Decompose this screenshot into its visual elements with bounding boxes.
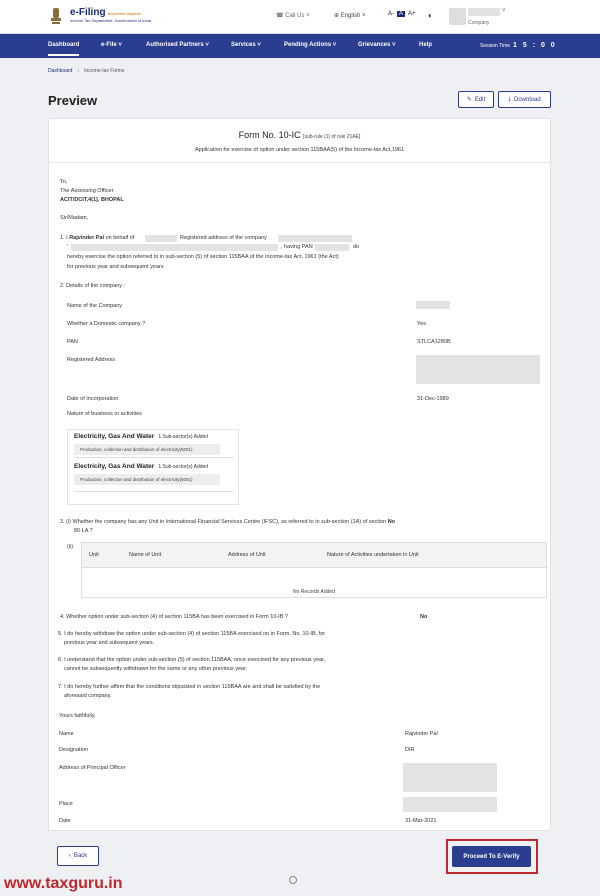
breadcrumb-current: Income-tax Forms	[84, 68, 125, 74]
para-3-ii: (ii)	[67, 544, 74, 550]
national-emblem-icon	[48, 6, 64, 26]
office-label: ACIT/DCIT,4(1), BHOPAL	[60, 197, 124, 203]
watermark: www.taxguru.in	[4, 875, 123, 892]
para-2: 2. Details of the company :	[60, 283, 126, 289]
para-4-value: No	[420, 614, 428, 620]
para-1-do: do	[353, 244, 360, 250]
domestic-value: Yes	[417, 321, 426, 327]
para-3-line-1: 3. (i) Whether the company has any Unit in International Financial Services Centre (IFSC), as referred to in sub-section (1A) of section No	[60, 519, 396, 525]
redacted-pan	[315, 244, 349, 251]
nature-label: Nature of business or activities	[67, 411, 142, 417]
signatory-name-value: Rajvinder Pal	[405, 731, 438, 737]
session-timer: Session Time 1 5 : 0 0	[480, 42, 557, 49]
globe-icon: ⊕	[334, 13, 341, 19]
business-subsector: Production, collection and distribution of electricity(5001)	[74, 474, 220, 485]
para-5-line-2: previous year and subsequent years.	[64, 640, 155, 646]
nav-grievances[interactable]: Grievances ˅	[358, 42, 396, 48]
efiling-logo[interactable]	[48, 6, 158, 26]
user-name-redacted	[468, 8, 500, 16]
doi-value: 31-Dec-1989	[417, 396, 449, 402]
download-icon: ⤓	[508, 96, 511, 102]
salutation: Sir/Madam,	[60, 215, 89, 221]
logo-subtitle: Income Tax Department, Government of India	[70, 18, 151, 23]
avatar[interactable]	[449, 8, 466, 25]
nav-help[interactable]: Help	[419, 42, 433, 48]
nav-services[interactable]: Services ˅	[231, 42, 261, 48]
redacted-address	[278, 235, 352, 242]
chevron-down-icon: ˅	[360, 13, 366, 19]
page-title: Preview	[48, 93, 98, 108]
designation-label: Designation	[59, 747, 89, 753]
form-description: Application for exercise of option under section 115BAA(5) of the Income-tax Act,1961	[194, 147, 405, 153]
date-value: 31-Mar-2021	[405, 818, 437, 824]
yours-faithfully: Yours faithfully,	[59, 713, 96, 719]
contrast-toggle-icon[interactable]: ◐	[428, 11, 433, 20]
chevron-right-icon: ›	[77, 68, 80, 74]
redacted-company-name-value	[416, 301, 450, 309]
pan-value: STLCA1280B	[417, 339, 451, 345]
redacted-reg-address-value	[416, 355, 540, 384]
back-button[interactable]: ‹ Back	[57, 846, 99, 866]
para-7-line-1: 7. I do hereby further affirm that the conditions stipulated in section 115BAA are and shall be satisfied by the	[58, 684, 321, 690]
chevron-left-icon: ‹	[68, 853, 71, 859]
para-1-line-1: 1. I Rajvinder Pal on behalf of	[60, 235, 135, 241]
scroll-indicator-icon	[289, 876, 297, 884]
domestic-label: Whether a Domestic company ?	[67, 321, 146, 327]
para-3-line-2: 80 LA ?	[74, 528, 93, 534]
edit-button[interactable]: ✎ Edit	[458, 91, 494, 108]
redacted-company-name	[145, 235, 177, 242]
pan-label: PAN	[67, 339, 78, 345]
business-item: Electricity, Gas And Water 1 Sub-sector(s) Added	[74, 463, 209, 470]
business-subsector: Production, collection and distribution of electricity(5001)	[74, 444, 220, 455]
para-1-line-4: for previous year and subsequent years	[67, 264, 164, 270]
form-preview-card	[48, 118, 551, 831]
nav-pending-actions[interactable]: Pending Actions ˅	[284, 42, 337, 48]
nav-authorised-partners[interactable]: Authorised Partners ˅	[146, 42, 209, 48]
officer-label: The Assessing Officer	[60, 188, 114, 194]
redacted-place	[403, 797, 497, 812]
redacted-principal-address	[403, 763, 497, 792]
breadcrumb-dashboard[interactable]: Dashboard	[48, 68, 73, 74]
to-label: To,	[60, 179, 68, 185]
no-records-message: No Records Added	[293, 589, 335, 595]
divider	[74, 491, 234, 492]
para-1-reg-address: Registered address of the company	[180, 235, 267, 241]
font-increase-button[interactable]: A+	[408, 11, 416, 17]
chevron-down-icon[interactable]: ˅	[502, 8, 506, 14]
download-button[interactable]: ⤓ Download	[498, 91, 551, 108]
form-title: Form No. 10-IC [sub-rule (1) of rule 21AE]	[238, 130, 361, 140]
para-1-line-3: hereby exercise the option referred to in sub-section (5) of section 115BAA of the Income-tax Act, 1961 (the Act)	[67, 254, 339, 260]
top-header	[0, 0, 600, 34]
col-unit-name: Name of Unit	[129, 552, 162, 558]
call-us-menu[interactable]	[276, 12, 310, 19]
language-label: English	[340, 13, 361, 19]
principal-officer-label: Address of Principal Officer	[59, 765, 126, 771]
para-4: 4. Whether option under sub-section (4) of section 115BA has been exercised in Form 10-IB ?	[60, 614, 288, 620]
para-1-quote: '	[67, 244, 69, 250]
business-item: Electricity, Gas And Water 1 Sub-sector(s) Added	[74, 433, 209, 440]
table-header	[82, 543, 546, 568]
phone-icon: ☎	[276, 13, 286, 19]
date-label: Date	[59, 818, 71, 824]
reg-address-label: Registered Address	[67, 357, 115, 363]
font-size-controls	[388, 11, 419, 17]
col-unit: Unit	[89, 552, 99, 558]
para-5-line-1: 5. I do hereby withdraw the option under sub-section (4) of section 115BA exercised on in Form. No. 10-IB, for	[58, 631, 326, 637]
pencil-icon: ✎	[466, 97, 472, 103]
para-7-line-2: aforesaid company.	[64, 693, 112, 699]
redacted-address-line-2	[71, 244, 278, 251]
designation-value: DIR	[405, 747, 415, 753]
nav-dashboard[interactable]: Dashboard	[48, 42, 80, 48]
logo-title: e-Filing Anywhere Anytime	[70, 7, 141, 18]
main-nav	[0, 34, 600, 58]
chevron-down-icon: ˅	[304, 13, 310, 19]
para-1-pan: , having PAN	[281, 244, 313, 250]
font-decrease-button[interactable]: A-	[388, 11, 394, 17]
form-header	[49, 119, 550, 163]
doi-label: Date of Incorporation	[67, 396, 119, 402]
divider	[74, 457, 234, 458]
signatory-name-label: Name	[59, 731, 74, 737]
ifsc-unit-table	[81, 542, 547, 598]
font-reset-button[interactable]: A	[399, 11, 404, 17]
col-unit-address: Address of Unit	[228, 552, 266, 558]
nav-efile[interactable]: e-File ˅	[101, 42, 122, 48]
call-us-label: Call Us	[285, 13, 305, 19]
para-6-line-2: cannot be subsequently withdrawn for the same or any other previous year.	[64, 666, 248, 672]
language-select[interactable]	[334, 12, 366, 19]
user-role-label: Company	[468, 20, 490, 26]
col-unit-nature: Nature of Activities undertaken in Unit	[327, 552, 419, 558]
company-name-label: Name of the Company	[67, 303, 123, 309]
place-label: Place	[59, 801, 73, 807]
breadcrumb	[48, 68, 124, 74]
logo-tagline: Anywhere Anytime	[107, 11, 141, 16]
business-list	[67, 429, 239, 505]
proceed-to-everify-button[interactable]: Proceed To E-Verify	[452, 846, 531, 867]
session-time-value: 1 5 : 0 0	[513, 42, 557, 49]
para-6-line-1: 6. I understand that the option under sub-section (5) of section 115BAA, once exercised for any previous year,	[58, 657, 326, 663]
